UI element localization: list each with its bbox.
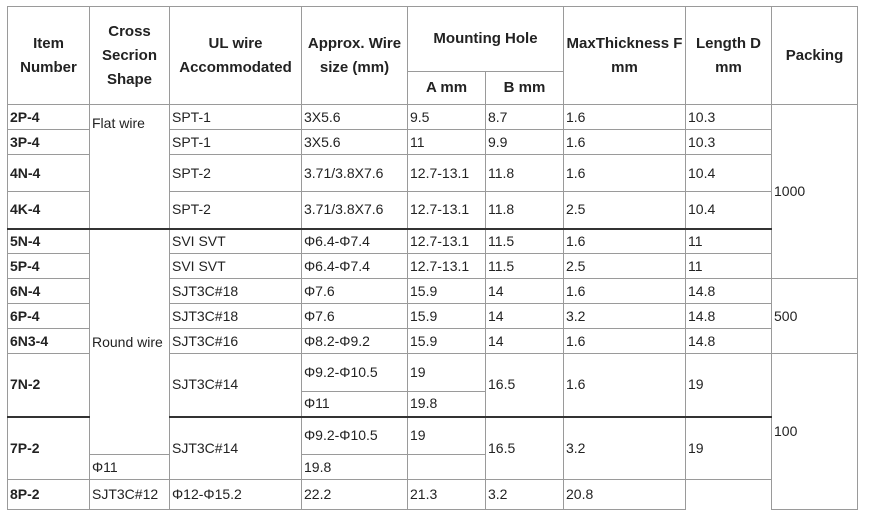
item-number: 5N-4 <box>8 229 90 254</box>
hole-b: 16.5 <box>486 354 564 417</box>
max-thickness: 1.6 <box>564 130 686 155</box>
hole-a: 19.8 <box>408 392 486 417</box>
ul-wire: SVI SVT <box>170 229 302 254</box>
item-number: 7N-2 <box>8 354 90 417</box>
table-row <box>8 480 858 510</box>
packing-quantity: 500 <box>772 279 858 354</box>
table-row <box>8 105 858 130</box>
hole-a: 15.9 <box>408 329 486 354</box>
wire-size: Φ11 <box>302 392 408 417</box>
length: 10.3 <box>686 130 772 155</box>
header-wire-size: Approx. Wire size (mm) <box>302 7 408 105</box>
wire-size: Φ9.2-Φ10.5 <box>302 417 408 455</box>
length: 19 <box>686 417 772 480</box>
wire-size: Φ9.2-Φ10.5 <box>302 354 408 392</box>
packing-quantity: 1000 <box>772 105 858 279</box>
wire-size: Φ6.4-Φ7.4 <box>302 229 408 254</box>
ul-wire: SPT-2 <box>170 155 302 192</box>
header-mounting-hole: Mounting Hole <box>408 7 564 72</box>
ul-wire: SJT3C#18 <box>170 304 302 329</box>
hole-a: 9.5 <box>408 105 486 130</box>
wire-size: 3.71/3.8X7.6 <box>302 192 408 229</box>
item-number: 5P-4 <box>8 254 90 279</box>
hole-a: 12.7-13.1 <box>408 254 486 279</box>
wire-size: Φ7.6 <box>302 279 408 304</box>
item-number: 7P-2 <box>8 417 90 480</box>
length: 20.8 <box>564 480 686 510</box>
length: 11 <box>686 254 772 279</box>
hole-b: 14 <box>486 279 564 304</box>
ul-wire: SJT3C#16 <box>170 329 302 354</box>
item-number: 6P-4 <box>8 304 90 329</box>
length: 14.8 <box>686 329 772 354</box>
max-thickness: 3.2 <box>564 304 686 329</box>
max-thickness: 1.6 <box>564 155 686 192</box>
ul-wire: SPT-1 <box>170 105 302 130</box>
header-packing: Packing <box>772 7 858 105</box>
header-ul-wire: UL wire Accommodated <box>170 7 302 105</box>
max-thickness: 2.5 <box>564 192 686 229</box>
max-thickness: 3.2 <box>564 417 686 480</box>
wire-size: Φ6.4-Φ7.4 <box>302 254 408 279</box>
hole-a: 22.2 <box>302 480 408 510</box>
table-row <box>8 229 858 254</box>
ul-wire: SVI SVT <box>170 254 302 279</box>
header-item-number: Item Number <box>8 7 90 105</box>
hole-a: 12.7-13.1 <box>408 155 486 192</box>
hole-a: 12.7-13.1 <box>408 192 486 229</box>
ul-wire: SJT3C#18 <box>170 279 302 304</box>
hole-b: 11.5 <box>486 254 564 279</box>
wire-size: Φ11 <box>90 455 170 480</box>
hole-b: 11.8 <box>486 155 564 192</box>
ul-wire: SJT3C#14 <box>170 417 302 480</box>
hole-b: 9.9 <box>486 130 564 155</box>
hole-b: 16.5 <box>486 417 564 480</box>
length: 14.8 <box>686 304 772 329</box>
hole-b: 21.3 <box>408 480 486 510</box>
item-number: 6N3-4 <box>8 329 90 354</box>
max-thickness: 1.6 <box>564 329 686 354</box>
max-thickness: 1.6 <box>564 279 686 304</box>
wire-size: Φ7.6 <box>302 304 408 329</box>
ul-wire: SJT3C#12 <box>90 480 170 510</box>
item-number: 2P-4 <box>8 105 90 130</box>
ul-wire: SPT-1 <box>170 130 302 155</box>
length: 19 <box>686 354 772 417</box>
max-thickness: 1.6 <box>564 354 686 417</box>
hole-b: 14 <box>486 329 564 354</box>
length: 14.8 <box>686 279 772 304</box>
item-number: 4K-4 <box>8 192 90 229</box>
cross-section-shape: Flat wire <box>90 105 170 229</box>
hole-b: 14 <box>486 304 564 329</box>
item-number: 8P-2 <box>8 480 90 510</box>
length: 10.4 <box>686 155 772 192</box>
length: 11 <box>686 229 772 254</box>
hole-b: 11.5 <box>486 229 564 254</box>
length: 10.3 <box>686 105 772 130</box>
spec-table <box>7 6 858 510</box>
max-thickness: 2.5 <box>564 254 686 279</box>
hole-a: 12.7-13.1 <box>408 229 486 254</box>
hole-a: 15.9 <box>408 304 486 329</box>
wire-size: 3X5.6 <box>302 105 408 130</box>
wire-size: 3X5.6 <box>302 130 408 155</box>
item-number: 4N-4 <box>8 155 90 192</box>
header-cross-section: Cross Secrion Shape <box>90 7 170 105</box>
ul-wire: SJT3C#14 <box>170 354 302 417</box>
wire-size: Φ8.2-Φ9.2 <box>302 329 408 354</box>
item-number: 6N-4 <box>8 279 90 304</box>
length: 10.4 <box>686 192 772 229</box>
packing-quantity: 100 <box>772 354 858 510</box>
hole-a: 19 <box>408 354 486 392</box>
max-thickness: 1.6 <box>564 229 686 254</box>
hole-b: 11.8 <box>486 192 564 229</box>
item-number: 3P-4 <box>8 130 90 155</box>
hole-a: 19.8 <box>302 455 408 480</box>
max-thickness: 3.2 <box>486 480 564 510</box>
header-b-mm: B mm <box>486 72 564 105</box>
wire-size: 3.71/3.8X7.6 <box>302 155 408 192</box>
hole-a: 19 <box>408 417 486 455</box>
hole-a: 15.9 <box>408 279 486 304</box>
header-length: Length D mm <box>686 7 772 105</box>
cross-section-shape: Round wire <box>90 229 170 455</box>
hole-b: 8.7 <box>486 105 564 130</box>
header-a-mm: A mm <box>408 72 486 105</box>
max-thickness: 1.6 <box>564 105 686 130</box>
hole-a: 11 <box>408 130 486 155</box>
header-max-thickness: MaxThickness F mm <box>564 7 686 105</box>
ul-wire: SPT-2 <box>170 192 302 229</box>
wire-size: Φ12-Φ15.2 <box>170 480 302 510</box>
